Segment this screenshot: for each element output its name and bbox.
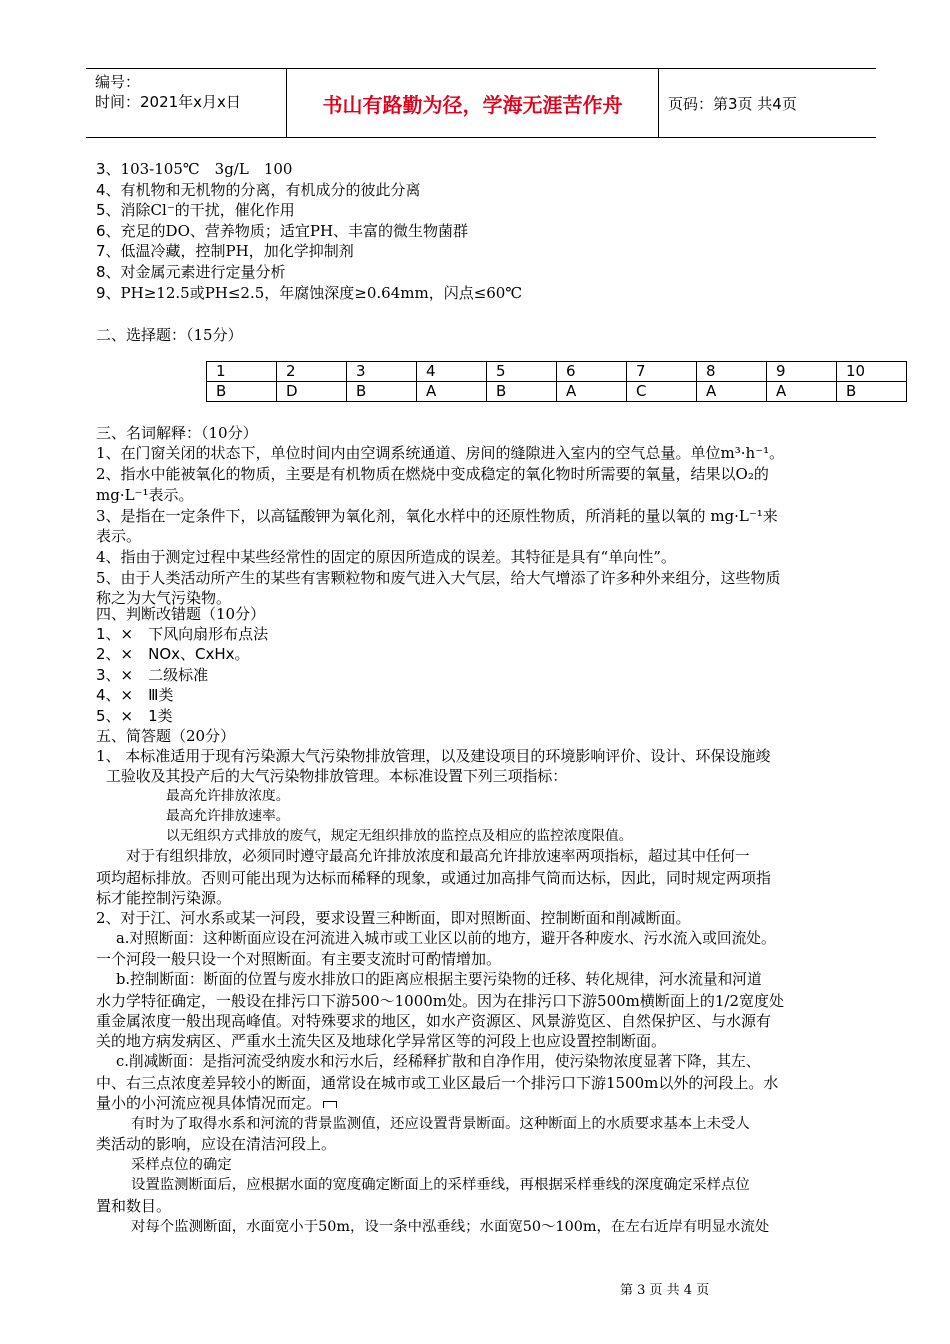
header-left <box>95 72 241 112</box>
judge-answer: 1、× 下风向扇形布点法 <box>96 625 269 643</box>
term-line: 2、指水中能被氧化的物质，主要是有机物质在燃烧中变成稳定的氧化物时所需要的氧量，结果以O₂的 <box>96 465 769 483</box>
answer-line: 最高允许排放浓度。 <box>166 788 290 804</box>
table-cell: B <box>347 382 417 402</box>
table-cell: 4 <box>417 362 487 382</box>
section-heading: 四、判断改错题（10分） <box>96 605 266 623</box>
term-line: 4、指由于测定过程中某些经常性的固定的原因所造成的误差。其特征是具有“单向性”。 <box>96 548 676 566</box>
fill-answer: 6、充足的DO、营养物质；适宜PH、丰富的微生物菌群 <box>96 222 469 240</box>
table-cell: 3 <box>347 362 417 382</box>
table-cell: B <box>837 382 907 402</box>
number-label: 编号： <box>95 73 141 91</box>
term-line: 5、由于人类活动所产生的某些有害颗粒物和废气进入大气层，给大气增添了许多种外来组分，这些物质 <box>96 569 781 587</box>
section-heading: 五、简答题（20分） <box>96 727 236 745</box>
table-cell: 8 <box>697 362 767 382</box>
table-cell: 5 <box>487 362 557 382</box>
term-line: mg·L⁻¹表示。 <box>96 486 194 504</box>
answer-line: 采样点位的确定 <box>131 1157 232 1173</box>
fill-answer: 4、有机物和无机物的分离，有机成分的彼此分离 <box>96 181 421 199</box>
answer-line: 中、右三点浓度差异较小的断面，通常设在城市或工业区最后一个排污口下游1500m以外的河段上。水 <box>96 1074 779 1092</box>
table-cell: 2 <box>277 362 347 382</box>
answer-line: 设置监测断面后，应根据水面的宽度确定断面上的采样垂线，再根据采样垂线的深度确定采样点位 <box>131 1177 750 1193</box>
answer-line: b.控制断面：断面的位置与废水排放口的距离应根据主要污染物的迁移、转化规律，河水流量和河道 <box>116 971 762 988</box>
time-label: 时间：2021年x月x日 <box>95 93 241 111</box>
answer-line: 置和数目。 <box>96 1197 172 1215</box>
judge-answer: 4、× Ⅲ类 <box>96 686 174 704</box>
fill-answer: 5、消除Cl⁻的干扰，催化作用 <box>96 201 295 219</box>
table-cell: 7 <box>627 362 697 382</box>
answer-line: 一个河段一般只设一个对照断面。有主要支流时可酌情增加。 <box>96 950 502 968</box>
fill-answer: 8、对金属元素进行定量分析 <box>96 263 286 281</box>
judge-answer: 2、× NOx、CxHx。 <box>96 645 250 663</box>
answer-line: 工验收及其投产后的大气污染物排放管理。本标准设置下列三项指标： <box>106 767 568 785</box>
table-cell: A <box>697 382 767 402</box>
answer-line: c.削减断面：是指河流受纳废水和污水后，经稀释扩散和自净作用，使污染物浓度显著下降，其左、 <box>116 1053 761 1070</box>
table-row <box>207 382 907 402</box>
answer-line: 1、 本标准适用于现有污染源大气污染物排放管理，以及建设项目的环境影响评价、设计、环保设施竣 <box>96 747 771 765</box>
answer-line: 对于有组织排放，必须同时遵守最高允许排放浓度和最高允许排放速率两项指标，超过其中任何一 <box>126 849 750 865</box>
fill-answer: 7、低温冷藏，控制PH，加化学抑制剂 <box>96 242 354 260</box>
choice-answer-table <box>206 361 907 402</box>
table-cell: C <box>627 382 697 402</box>
table-cell: A <box>557 382 627 402</box>
section-heading: 三、名词解释：（10分） <box>96 424 258 442</box>
answer-line: 最高允许排放速率。 <box>166 808 290 824</box>
answer-line: 2、对于江、河水系或某一河段，要求设置三种断面，即对照断面、控制断面和削减断面。 <box>96 909 691 927</box>
answer-line: 标才能控制污染源。 <box>96 889 232 907</box>
section-heading: 二、选择题：（15分） <box>96 326 243 344</box>
header-page-code: 页码：第3页 共4页 <box>668 94 797 113</box>
table-cell: A <box>417 382 487 402</box>
table-cell: B <box>207 382 277 402</box>
answer-line: 项均超标排放。否则可能出现为达标而稀释的现象，或通过加高排气筒而达标，因此，同时规定两项指 <box>96 869 772 887</box>
answer-line: 有时为了取得水系和河流的背景监测值，还应设置背景断面。这种断面上的水质要求基本上未受人 <box>131 1116 750 1132</box>
table-cell: 9 <box>767 362 837 382</box>
term-line: 表示。 <box>96 527 142 545</box>
answer-line: 关的地方病发病区、严重水土流失区及地球化学异常区等的河段上也应设置控制断面。 <box>96 1032 667 1050</box>
fill-answer: 3、103-105℃ 3g/L 100 <box>96 160 293 178</box>
answer-line: 量小的小河流应视具体情况而定。 <box>96 1093 876 1113</box>
header-divider <box>658 69 659 137</box>
answer-line: 类活动的影响，应设在清洁河段上。 <box>96 1135 337 1153</box>
term-line: 称之为大气污染物。 <box>96 589 232 607</box>
table-cell: A <box>767 382 837 402</box>
fill-answer: 9、PH≥12.5或PH≤2.5，年腐蚀深度≥0.64mm，闪点≤60℃ <box>96 284 523 302</box>
answer-line: 对每个监测断面，水面宽小于50m，设一条中泓垂线；水面宽50～100m，在左右近岸有明显水流处 <box>131 1219 770 1235</box>
judge-answer: 3、× 二级标准 <box>96 666 209 684</box>
page-header <box>86 68 876 138</box>
page-footer: 第 3 页 共 4 页 <box>620 1283 710 1298</box>
term-line: 1、在门窗关闭的状态下，单位时间内由空调系统通道、房间的缝隙进入室内的空气总量。单位m³·h⁻¹。 <box>96 444 785 462</box>
term-line: 3、是指在一定条件下，以高锰酸钾为氧化剂，氧化水样中的还原性物质，所消耗的量以氧的 mg·L⁻¹来 <box>96 507 778 525</box>
text-cursor-icon <box>323 1101 337 1108</box>
table-cell: B <box>487 382 557 402</box>
answer-line: 水力学特征确定，一般设在排污口下游500～1000m处。因为在排污口下游500m横断面上的1/2宽度处 <box>96 992 785 1010</box>
answer-line: 重金属浓度一般出现高峰值。对特殊要求的地区，如水产资源区、风景游览区、自然保护区、与水源有 <box>96 1012 772 1030</box>
header-motto: 书山有路勤为径，学海无涯苦作舟 <box>322 92 623 117</box>
table-cell: D <box>277 382 347 402</box>
answer-line: a.对照断面：这种断面应设在河流进入城市或工业区以前的地方，避开各种废水、污水流入或回流处。 <box>116 930 776 947</box>
judge-answer: 5、× 1类 <box>96 707 173 725</box>
answer-line: 以无组织方式排放的废气，规定无组织排放的监控点及相应的监控浓度限值。 <box>166 828 633 844</box>
table-cell: 10 <box>837 362 907 382</box>
table-cell: 6 <box>557 362 627 382</box>
table-cell: 1 <box>207 362 277 382</box>
table-row <box>207 362 907 382</box>
